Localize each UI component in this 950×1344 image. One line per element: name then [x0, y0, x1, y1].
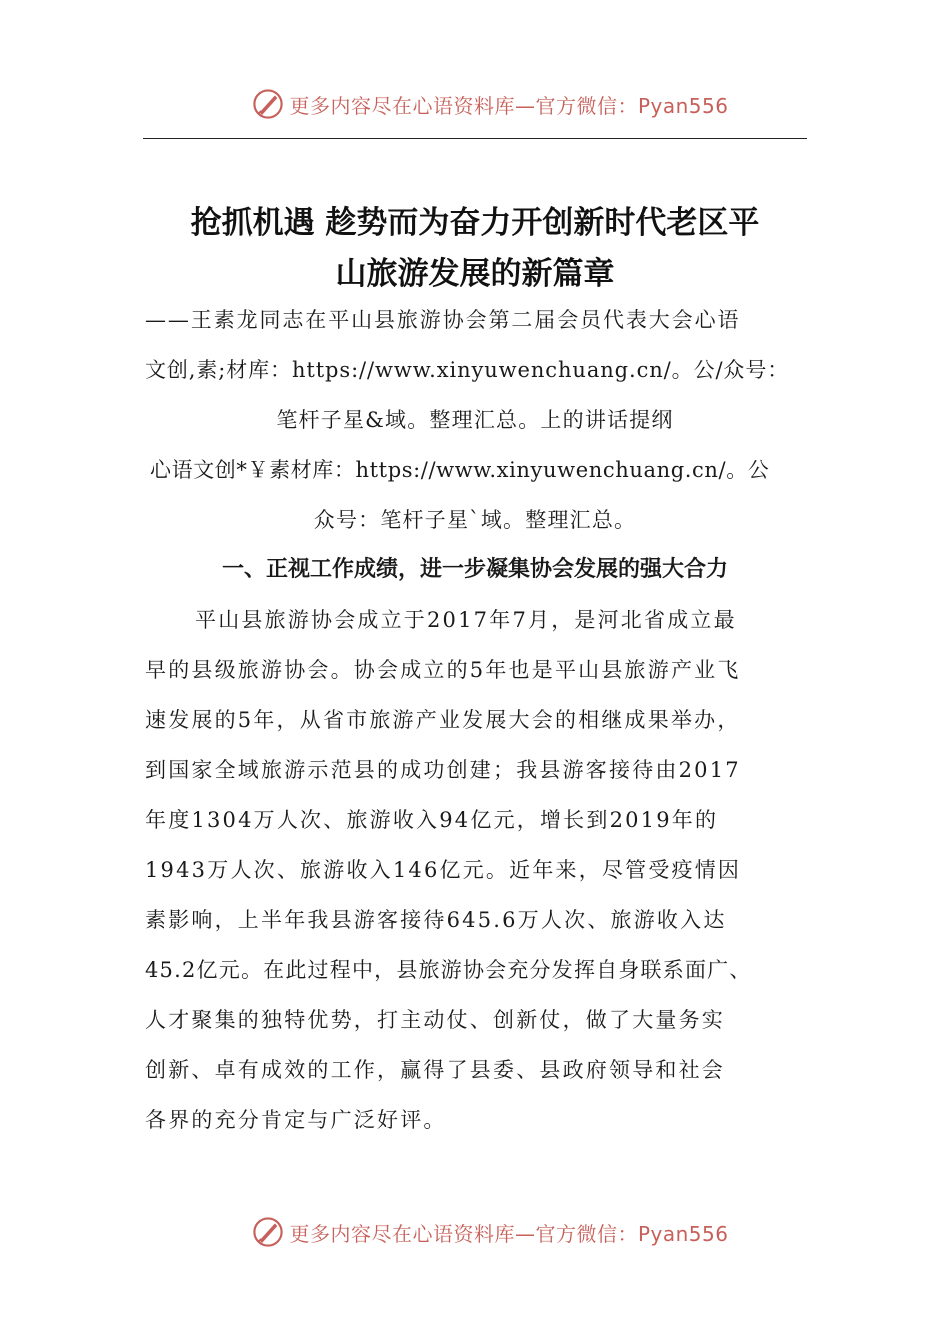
body-line: 平山县旅游协会成立于2017年7月，是河北省成立最	[195, 608, 737, 632]
quill-pen-logo-icon	[251, 1215, 285, 1249]
quill-pen-logo-icon	[251, 87, 285, 121]
body-line: 到国家全域旅游示范县的成功创建；我县游客接待由2017	[145, 758, 741, 782]
subtitle-line: 文创,素;材库：https://www.xinyuwenchuang.cn/。公/众号：	[145, 358, 790, 382]
subtitle-line: ——王素龙同志在平山县旅游协会第二届会员代表大会心语	[145, 308, 741, 332]
banner-text: 更多内容尽在心语资料库—官方微信：Pyan556	[289, 93, 729, 118]
title-line: 山旅游发展的新篇章	[335, 256, 615, 292]
header-divider	[143, 138, 807, 139]
body-line: 年度1304万人次、旅游收入94亿元，增长到2019年的	[145, 808, 719, 832]
body-line: 创新、卓有成效的工作，赢得了县委、县政府领导和社会	[145, 1058, 725, 1082]
body-line: 各界的充分肯定与广泛好评。	[145, 1108, 447, 1132]
body-line: 1943万人次、旅游收入146亿元。近年来，尽管受疫情因	[145, 858, 742, 882]
body-line: 人才聚集的独特优势，打主动仗、创新仗，做了大量务实	[145, 1008, 725, 1032]
banner-text: 更多内容尽在心语资料库—官方微信：Pyan556	[289, 1221, 729, 1246]
title-line: 抢抓机遇 趁势而为奋力开创新时代老区平	[190, 205, 760, 241]
body-line: 素影响，上半年我县游客接待645.6万人次、旅游收入达	[145, 908, 727, 932]
subtitle-line: 笔杆子星&域。整理汇总。上的讲话提纲	[276, 408, 674, 432]
header-banner	[0, 84, 950, 124]
body-line: 45.2亿元。在此过程中，县旅游协会充分发挥自身联系面广、	[145, 958, 752, 982]
body-line: 速发展的5年，从省市旅游产业发展大会的相继成果举办，	[145, 708, 741, 732]
subtitle-line: 心语文创*￥素材库：https://www.xinyuwenchuang.cn/。公	[150, 458, 770, 482]
subtitle-line: 众号：笔杆子星`域。整理汇总。	[313, 508, 637, 532]
section-heading: 一、正视工作成绩，进一步凝集协会发展的强大合力	[221, 557, 728, 582]
document-title	[140, 198, 810, 300]
body-line: 早的县级旅游协会。协会成立的5年也是平山县旅游产业飞	[145, 658, 741, 682]
footer-banner	[0, 1212, 950, 1252]
